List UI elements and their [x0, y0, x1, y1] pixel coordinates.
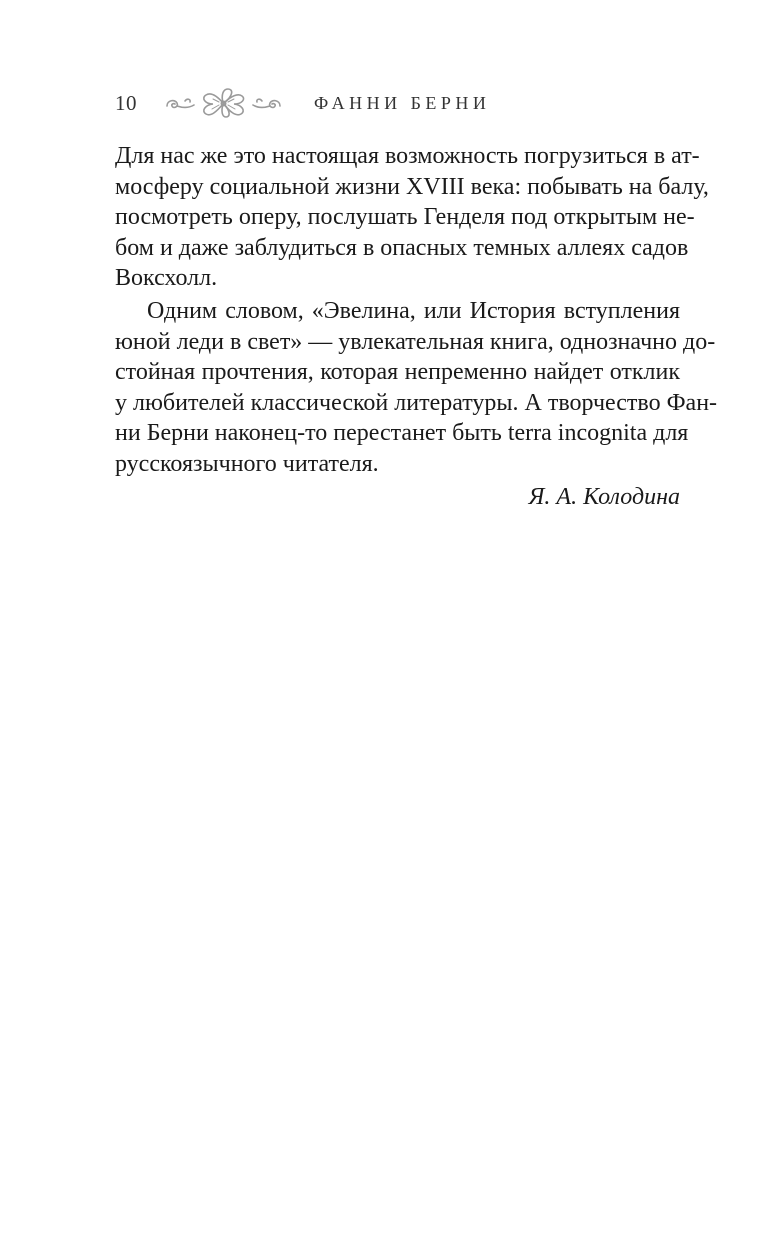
floral-ornament-icon: [161, 86, 286, 120]
text-line: посмотреть оперу, послушать Генделя под открытым не-: [115, 204, 695, 231]
text-line: русскоязычного читателя.: [115, 450, 379, 477]
author-signature: Я. А. Колодина: [528, 483, 680, 510]
text-line: бом и даже заблудиться в опасных темных аллеях садов: [115, 234, 689, 261]
text-line: стойная прочтения, которая непременно найдет отклик: [115, 359, 680, 386]
running-head: [115, 86, 680, 120]
text-line: у любителей классической литературы. А творчество Фан-: [115, 389, 718, 416]
text-line: мосферу социальной жизни XVIII века: побывать на балу,: [115, 173, 709, 200]
text-line: Для нас же это настоящая возможность погрузиться в ат-: [115, 143, 700, 169]
running-head-title: ФАННИ БЕРНИ: [314, 92, 491, 113]
text-line: юной леди в свет» — увлекательная книга, однозначно до-: [115, 328, 716, 355]
text-line: Воксхолл.: [115, 265, 218, 292]
body-text: [115, 141, 718, 512]
page-number: 10: [115, 90, 137, 115]
text-line: Одним словом, «Эвелина, или История вступления: [147, 297, 680, 324]
text-line: ни Берни наконец-то перестанет быть terra incognita для: [115, 420, 689, 447]
